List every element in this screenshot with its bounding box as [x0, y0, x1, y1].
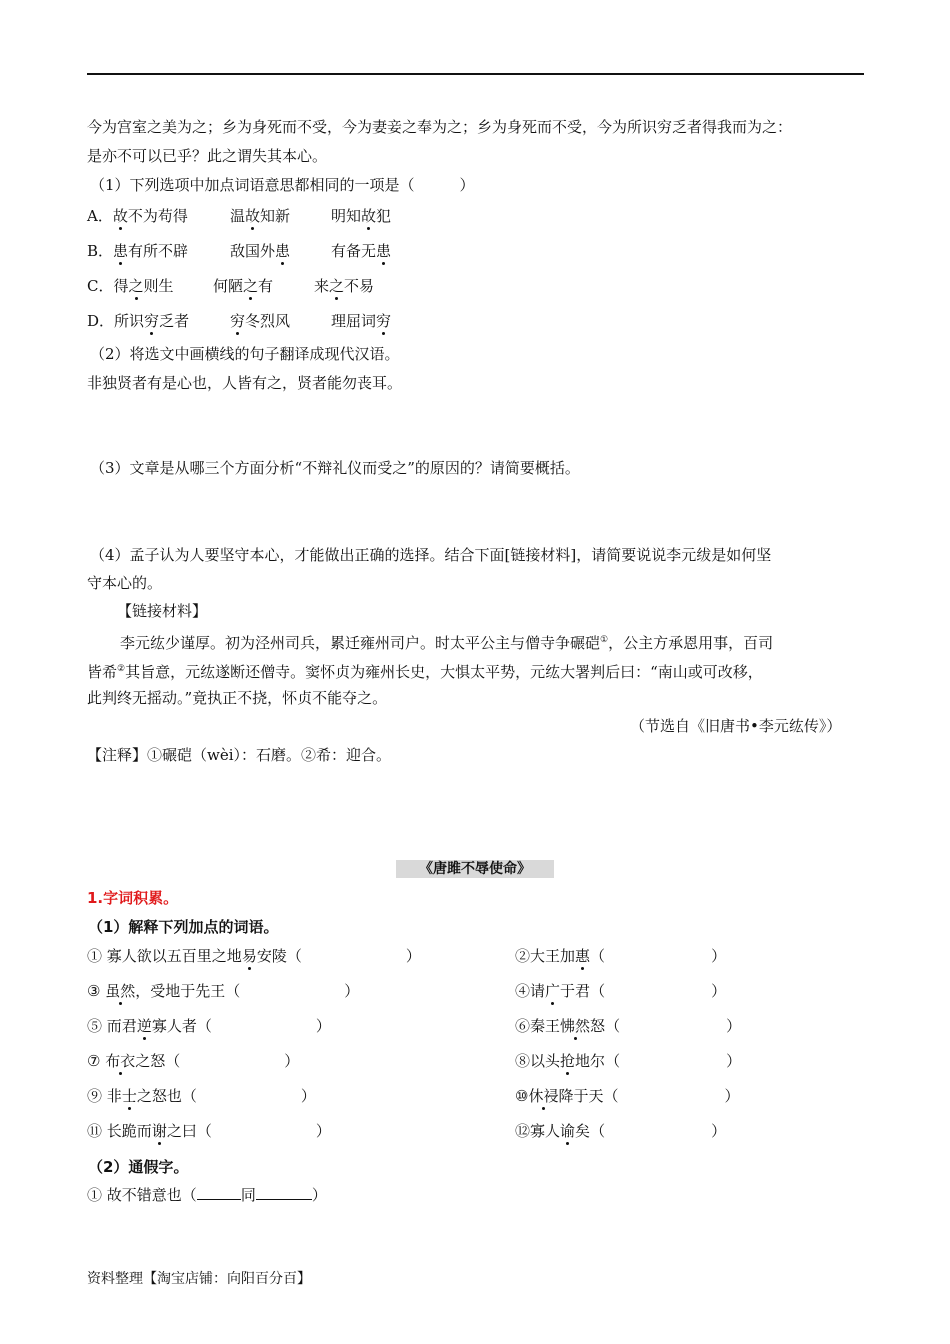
- option-text: 理屈词: [331, 312, 377, 330]
- item-number: ⑩: [515, 1087, 529, 1105]
- answer-paren-open: （: [196, 1122, 212, 1140]
- item-text: ，受地于先王: [135, 982, 226, 1000]
- option-text: 有备无: [331, 242, 377, 260]
- vocab-item-8: [515, 1051, 741, 1071]
- item-text: 于君: [560, 982, 591, 1000]
- option-label: C．: [87, 277, 114, 295]
- dotted-word: 故: [112, 207, 128, 225]
- dotted-word: 惠: [575, 947, 591, 965]
- answer-paren-open: （: [605, 1017, 621, 1035]
- item-number: ④: [515, 982, 531, 1000]
- item-number: ①: [87, 1186, 103, 1204]
- item-number: ②: [515, 947, 531, 965]
- vocab-item-3: [87, 981, 359, 1001]
- item-number: ⑨: [87, 1087, 103, 1105]
- dotted-word: 广: [545, 982, 561, 1000]
- answer-paren-open: （: [286, 947, 302, 965]
- material-text: 皆希: [87, 663, 118, 681]
- answer-paren-open: （: [605, 1052, 621, 1070]
- answer-paren-close: ）: [284, 1052, 300, 1070]
- dotted-word: 士: [121, 1087, 137, 1105]
- option-label: A．: [87, 207, 113, 225]
- answer-paren-close: ）: [344, 982, 360, 1000]
- dotted-word: 患: [275, 242, 291, 260]
- item-text: 长跪而: [106, 1122, 152, 1140]
- dotted-word: 抢: [560, 1052, 576, 1070]
- answer-paren-close: ）: [300, 1087, 316, 1105]
- q1-option-a-3: [331, 206, 391, 226]
- vocab-item-7: [87, 1051, 299, 1071]
- q4-line-2: 守本心的。: [87, 574, 163, 592]
- q1-option-b-3: [331, 241, 391, 261]
- dotted-word: 之: [128, 277, 144, 295]
- answer-paren-open: （: [181, 1087, 197, 1105]
- item-text: 以头: [530, 1052, 561, 1070]
- item-text: 矣: [575, 1122, 591, 1140]
- dotted-word: 谢: [151, 1122, 167, 1140]
- answer-paren-close: ）: [726, 1052, 742, 1070]
- answer-paren-open: （: [590, 947, 606, 965]
- answer-paren-open: （: [590, 1122, 606, 1140]
- material-note: 【注释】①碾硙（wèi）：石磨。②希：迎合。: [87, 746, 392, 764]
- subsection-2-heading: （2）通假字。: [88, 1158, 189, 1176]
- link-material-p1: [120, 630, 773, 653]
- item-number: ①: [87, 947, 103, 965]
- q1-option-c-3: [314, 276, 374, 296]
- answer-paren-close: ）: [711, 982, 727, 1000]
- passage-line-1: 今为宫室之美为之；乡为身死而不受，今为妻妾之奉为之；乡为身死而不受，今为所识穷乏者得我而为之：: [87, 118, 793, 136]
- option-text: 犯: [376, 207, 392, 225]
- material-text: ，公主方承恩用事，百司: [608, 634, 774, 652]
- footnote-marker: ②: [117, 664, 126, 674]
- q1-option-d: [87, 311, 189, 331]
- answer-paren-close: ）: [724, 1087, 740, 1105]
- answer-paren-open: （: [165, 1052, 181, 1070]
- dotted-word: 患: [113, 242, 129, 260]
- section-heading: 1.字词积累。: [87, 889, 179, 907]
- dotted-word: 穷: [144, 312, 160, 330]
- vocab-item-1: [87, 946, 421, 966]
- answer-paren-close: ）: [711, 947, 727, 965]
- header-rule: [87, 73, 864, 75]
- answer-blank[interactable]: [197, 1185, 241, 1200]
- item-number: ⑫: [515, 1122, 531, 1140]
- dotted-word: 之: [243, 277, 259, 295]
- option-text: 不易: [344, 277, 375, 295]
- option-text: 所识: [114, 312, 145, 330]
- dotted-word: 虽然: [105, 982, 136, 1000]
- item-text: 故不错意也（: [106, 1186, 197, 1204]
- item-text: 秦王: [530, 1017, 561, 1035]
- item-number: ⑪: [87, 1122, 103, 1140]
- option-text: 有所不辟: [128, 242, 189, 260]
- item-text: 安陵: [256, 947, 287, 965]
- dotted-word: 布衣: [105, 1052, 136, 1070]
- item-number: ③: [87, 982, 101, 1000]
- dotted-word: 易: [241, 947, 257, 965]
- dotted-word: 故: [361, 207, 377, 225]
- dotted-word: 逆: [136, 1017, 152, 1035]
- section-title: 《唐雎不辱使命》: [396, 860, 554, 878]
- item-text: 地尔: [575, 1052, 606, 1070]
- q1-stem: （1）下列选项中加点词语意思都相同的一项是（ ）: [90, 176, 475, 194]
- item-text: 寡人者: [151, 1017, 197, 1035]
- answer-paren-close: ）: [315, 1017, 331, 1035]
- option-text: 敌国外: [230, 242, 276, 260]
- item-text: 之曰: [166, 1122, 197, 1140]
- material-source: （节选自《旧唐书•李元纮传》）: [630, 717, 842, 735]
- option-text: 明知: [331, 207, 362, 225]
- q1-option-a-2: [230, 206, 290, 226]
- vocab-item-2: [515, 946, 726, 966]
- item-number: ⑦: [87, 1052, 101, 1070]
- item-text: 降于天: [558, 1087, 604, 1105]
- answer-paren-close: ）: [711, 1122, 727, 1140]
- option-text: 乏者: [159, 312, 190, 330]
- subsection-1-heading: （1）解释下列加点的词语。: [88, 918, 279, 936]
- answer-paren-close: ）: [726, 1017, 742, 1035]
- option-text: 有: [258, 277, 274, 295]
- item-text: 之怒: [135, 1052, 166, 1070]
- q2-sentence: 非独贤者有是心也，人皆有之，贤者能勿丧耳。: [87, 374, 403, 392]
- q1-option-c: [87, 276, 174, 296]
- q1-option-a: [87, 206, 188, 226]
- answer-paren-open: （: [196, 1017, 212, 1035]
- footnote-marker: ①: [600, 635, 609, 645]
- answer-paren-open: （: [603, 1087, 619, 1105]
- dotted-word: 穷: [230, 312, 246, 330]
- vocab-item-9: [87, 1086, 316, 1106]
- answer-paren-close: ）: [405, 947, 421, 965]
- option-text: 温: [230, 207, 246, 225]
- dotted-word: 休祲: [528, 1087, 559, 1105]
- item-text: 大王加: [530, 947, 576, 965]
- answer-blank[interactable]: [256, 1185, 312, 1200]
- option-text: 则生: [143, 277, 174, 295]
- item-text: 寡人: [530, 1122, 561, 1140]
- option-text: 冬烈风: [245, 312, 291, 330]
- item-number: ⑧: [515, 1052, 531, 1070]
- vocab-item-11: [87, 1121, 331, 1141]
- dotted-word: 怫然: [560, 1017, 591, 1035]
- item-number: ⑤: [87, 1017, 103, 1035]
- item-text: 寡人欲以五百里之地: [106, 947, 242, 965]
- option-text: 得: [113, 277, 129, 295]
- link-material-p2: [87, 659, 763, 682]
- option-text: 何陋: [213, 277, 244, 295]
- option-text: 来: [314, 277, 330, 295]
- q1-option-c-2: [213, 276, 273, 296]
- item-text: 非: [106, 1087, 122, 1105]
- vocab-item-10: [515, 1086, 740, 1106]
- answer-paren-open: （: [225, 982, 241, 1000]
- q1-option-b-2: [230, 241, 290, 261]
- q4-line-1: （4）孟子认为人要坚守本心，才能做出正确的选择。结合下面[链接材料]，请简要说说李元绂是如何坚: [90, 546, 772, 564]
- dotted-word: 故: [245, 207, 261, 225]
- dotted-word: 患: [376, 242, 392, 260]
- answer-paren-close: ）: [315, 1122, 331, 1140]
- q1-option-b: [87, 241, 188, 261]
- item-text: ）: [311, 1186, 327, 1204]
- option-label: D．: [87, 312, 115, 330]
- q1-option-d-2: [230, 311, 290, 331]
- item-text: 同: [240, 1186, 256, 1204]
- item-text: 之怒也: [136, 1087, 182, 1105]
- tongjia-item-1: [87, 1185, 327, 1205]
- dotted-word: 穷: [376, 312, 392, 330]
- item-text: 而君: [106, 1017, 137, 1035]
- vocab-item-6: [515, 1016, 741, 1036]
- q1-option-d-3: [331, 311, 391, 331]
- answer-paren-open: （: [590, 982, 606, 1000]
- vocab-item-12: [515, 1121, 726, 1141]
- passage-line-2: 是亦不可以已乎？此之谓失其本心。: [87, 147, 328, 165]
- dotted-word: 谕: [560, 1122, 576, 1140]
- dotted-word: 之: [329, 277, 345, 295]
- q2-stem: （2）将选文中画横线的句子翻译成现代汉语。: [90, 345, 400, 363]
- option-text: 不为苟得: [127, 207, 188, 225]
- material-text: 其旨意，元纮遂断还僧寺。窦怀贞为雍州长史，大惧太平势，元纮大署判后曰：“南山或可改移，: [125, 663, 763, 681]
- option-label: B．: [87, 242, 114, 260]
- q3-stem: （3）文章是从哪三个方面分析“不辩礼仪而受之”的原因的？请简要概括。: [90, 459, 580, 477]
- footer-text: 资料整理【淘宝店铺：向阳百分百】: [87, 1271, 311, 1287]
- item-text: 怒: [590, 1017, 606, 1035]
- link-material-heading: 【链接材料】: [117, 602, 208, 620]
- item-number: ⑥: [515, 1017, 531, 1035]
- vocab-item-4: [515, 981, 726, 1001]
- link-material-p3: 此判终无摇动。”竟执正不挠，怀贞不能夺之。: [87, 689, 388, 707]
- material-text: 李元纮少谨厚。初为泾州司兵，累迁雍州司户。时太平公主与僧寺争碾硙: [120, 634, 601, 652]
- vocab-item-5: [87, 1016, 331, 1036]
- option-text: 知新: [260, 207, 291, 225]
- item-text: 请: [530, 982, 546, 1000]
